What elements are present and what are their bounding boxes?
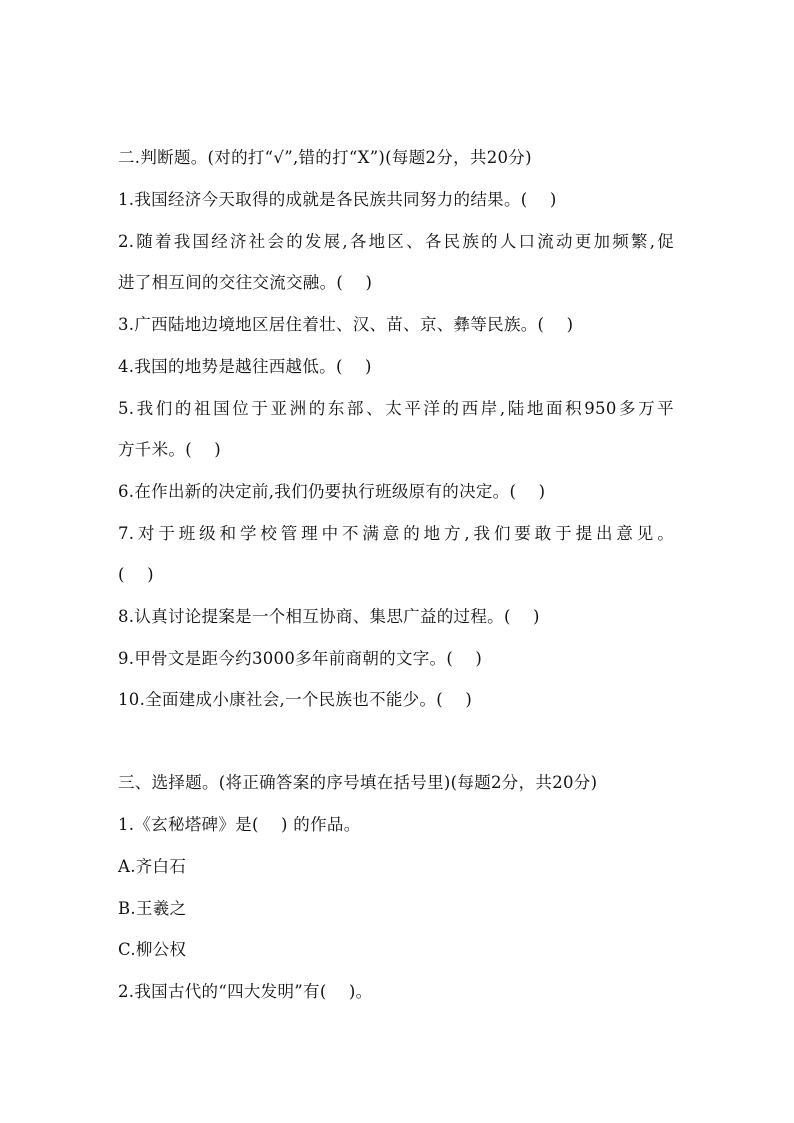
choice-option-b: B.王羲之	[118, 899, 187, 918]
choice-question-2: 2.我国古代的“四大发明”有( )。	[118, 982, 373, 1001]
judge-question-8: 8.认真讨论提案是一个相互协商、集思广益的过程。( )	[118, 607, 540, 626]
judge-question-2-line1: 2.随着我国经济社会的发展,各地区、各民族的人口流动更加频繁,促	[118, 232, 674, 251]
judge-question-10: 10.全面建成小康社会,一个民族也不能少。( )	[118, 690, 473, 709]
judge-question-9: 9.甲骨文是距今约3000多年前商朝的文字。( )	[118, 649, 483, 668]
judge-question-7-line1: 7.对于班级和学校管理中不满意的地方,我们要敢于提出意见。	[118, 524, 674, 543]
section3-heading: 三、选择题。(将正确答案的序号填在括号里)(每题2分，共20分)	[118, 773, 598, 792]
judge-question-5-line2: 方千米。( )	[118, 440, 222, 459]
judge-question-5-line1: 5.我们的祖国位于亚洲的东部、太平洋的西岸,陆地面积950多万平	[118, 399, 674, 418]
choice-option-a: A.齐白石	[118, 857, 187, 876]
judge-question-4: 4.我国的地势是越往西越低。( )	[118, 357, 372, 376]
judge-question-1: 1.我国经济今天取得的成就是各民族共同努力的结果。( )	[118, 190, 557, 209]
judge-question-7-line2: ( )	[118, 565, 154, 584]
judge-question-2-line2: 进了相互间的交往交流交融。( )	[118, 273, 373, 292]
section2-heading: 二.判断题。(对的打“√”,错的打“X”)(每题2分，共20分)	[118, 148, 532, 167]
judge-question-3: 3.广西陆地边境地区居住着壮、汉、苗、京、彝等民族。( )	[118, 315, 574, 334]
judge-question-6: 6.在作出新的决定前,我们仍要执行班级原有的决定。( )	[118, 482, 546, 501]
choice-option-c: C.柳公权	[118, 940, 187, 959]
choice-question-1: 1.《玄秘塔碑》是( ) 的作品。	[118, 815, 361, 834]
